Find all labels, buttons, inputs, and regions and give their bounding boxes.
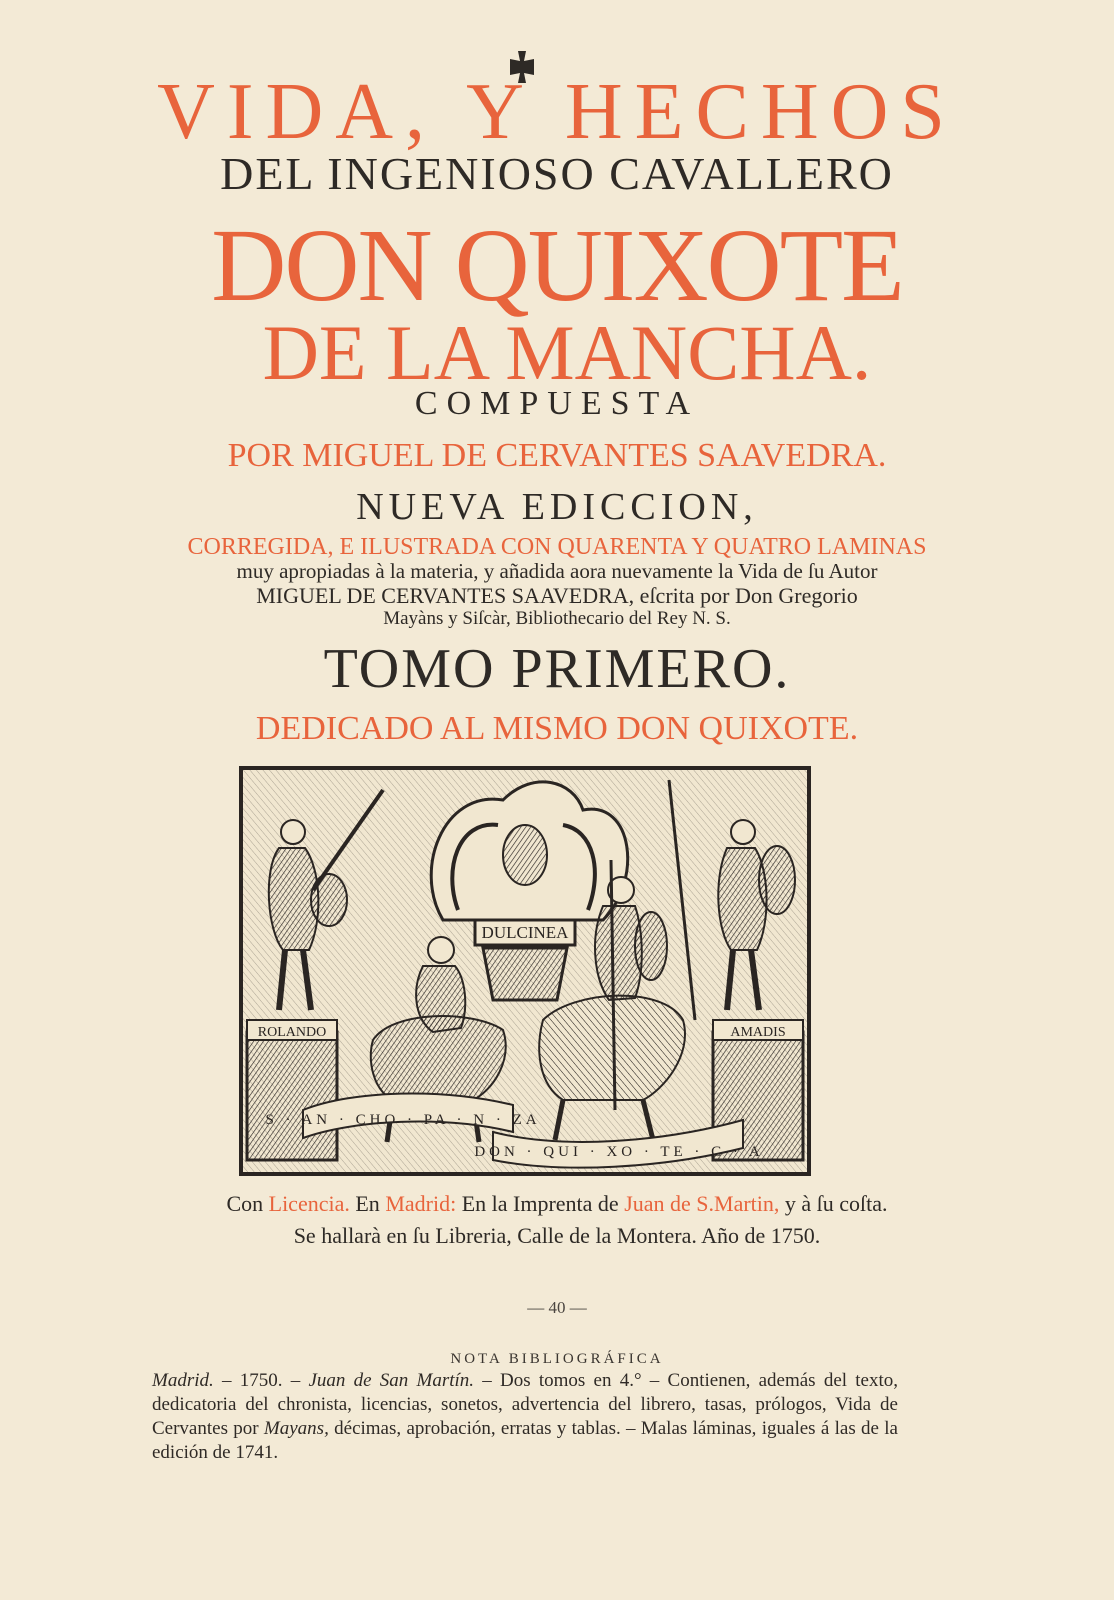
license-en: En xyxy=(355,1191,380,1216)
nota-text1: – Dos tomos en 4.° – Contienen, además del texto, dedicatoria del chronista, licencias, sonetos, advertencia del librero, tasas, prólogos, Vida de Cervantes por xyxy=(152,1370,899,1439)
title-tomo-primero: TOMO PRIMERO. xyxy=(323,638,791,700)
nota-sep: – 1750. – xyxy=(213,1370,309,1391)
title-author: POR MIGUEL DE CERVANTES SAAVEDRA. xyxy=(227,437,887,474)
woodcut-drawing xyxy=(243,770,807,1172)
license-line xyxy=(0,1190,1114,1218)
license-con: Con xyxy=(226,1191,264,1216)
nota-bibliografica xyxy=(152,1369,898,1465)
title-mayans: Mayàns y Siſcàr, Bibliothecario del Rey N. S. xyxy=(383,608,731,629)
title-dedicado: DEDICADO AL MISMO DON QUIXOTE. xyxy=(255,710,859,747)
license-printer: Juan de S.Martin, xyxy=(624,1191,780,1216)
banner-sancho-text: S · AN · CHO · PA · N · ZA xyxy=(265,1112,541,1128)
title-ingenioso-cavallero: DEL INGENIOSO CAVALLERO xyxy=(220,148,894,199)
label-amadis: AMADIS xyxy=(730,1025,786,1040)
banner-quixote-text: DON · QUI · XO · TE · C · A xyxy=(474,1144,764,1160)
title-nueva-edicion: NUEVA EDICCION, xyxy=(356,486,758,528)
license-madrid: Madrid: xyxy=(385,1191,457,1216)
nota-place: Madrid. xyxy=(152,1370,214,1391)
nota-title: NOTA BIBLIOGRÁFICA xyxy=(450,1351,664,1367)
nota-author: Mayans, xyxy=(263,1418,329,1439)
title-vida-autor: MIGUEL DE CERVANTES SAAVEDRA, eſcrita por Don Gregorio xyxy=(256,583,858,608)
nota-printer: Juan de San Martín. xyxy=(308,1370,475,1391)
title-de-la-mancha: DE LA MANCHA. xyxy=(262,309,872,396)
title-compuesta: COMPUESTA xyxy=(414,385,700,422)
title-corregida: CORREGIDA, E ILUSTRADA CON QUARENTA Y QUATRO LAMINAS xyxy=(187,534,927,560)
title-apropiadas: muy apropiadas à la materia, y añadida aora nuevamente la Vida de ſu Autor xyxy=(236,559,878,583)
title-vida-y-hechos: VIDA, Y HECHOS xyxy=(157,68,957,156)
license-costa: y à ſu coſta. xyxy=(784,1191,888,1216)
nota-text2: décimas, aprobación, erratas y tablas. – Malas láminas, iguales á las de la edición de 1741. xyxy=(152,1418,898,1463)
license-licencia: Licencia. xyxy=(268,1191,350,1216)
license-imprenta: En la Imprenta de xyxy=(461,1191,619,1216)
page-number: — 40 — xyxy=(527,1298,587,1317)
label-dulcinea: DULCINEA xyxy=(481,923,569,942)
woodcut-illustration xyxy=(239,766,811,1176)
libreria-line: Se hallarà en ſu Libreria, Calle de la Montera. Año de 1750. xyxy=(293,1223,821,1248)
title-don-quixote: DON QUIXOTE xyxy=(211,208,903,323)
label-rolando: ROLANDO xyxy=(257,1025,327,1040)
